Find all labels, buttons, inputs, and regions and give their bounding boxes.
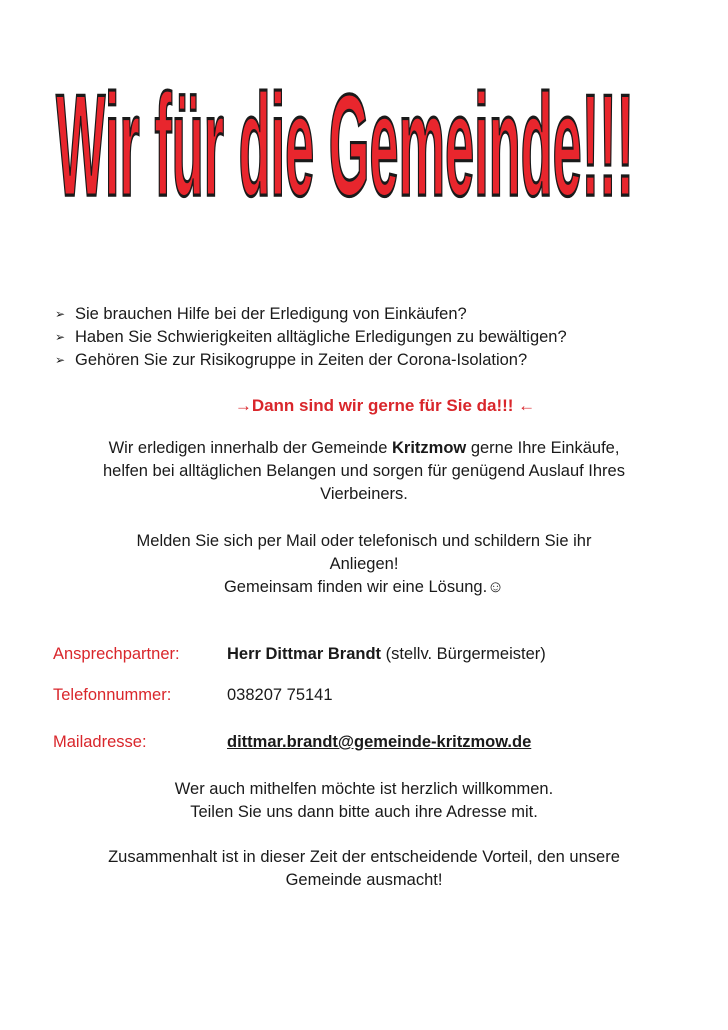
contact-person-row — [53, 645, 546, 664]
contact-person-name: Herr Dittmar Brandt — [227, 645, 382, 663]
question-list — [55, 303, 567, 372]
contact-person-role: (stellv. Bürgermeister) — [381, 645, 546, 663]
arrow-bullet-icon: ➢ — [55, 353, 66, 367]
helpers-paragraph: Wer auch mithelfen möchte ist herzlich willkommen. Teilen Sie uns dann bitte auch ihre Adresse mit. — [174, 780, 554, 821]
headline-title: Wir für die Gemeinde!!! — [56, 64, 635, 227]
phone-number: 038207 75141 — [227, 686, 333, 704]
question-item: ➢ Haben Sie Schwierigkeiten alltägliche Erledigungen zu bewältigen? — [55, 326, 567, 349]
mail-label: Mailadresse: — [53, 733, 147, 751]
phone-label: Telefonnummer: — [53, 686, 172, 704]
intro-paragraph: Wir erledigen innerhalb der Gemeinde Kritzmow gerne Ihre Einkäufe, helfen bei alltäglichen Belangen und sorgen für genügend Auslauf Ihres Vierbeiners. — [103, 439, 625, 503]
callout-text: →Dann sind wir gerne für Sie da!!! ← — [234, 396, 536, 415]
closing-paragraph: Zusammenhalt ist in dieser Zeit der entscheidende Vorteil, den unsere Gemeinde ausmacht! — [108, 848, 620, 889]
question-item: ➢ Gehören Sie zur Risikogruppe in Zeiten der Corona-Isolation? — [55, 349, 567, 372]
headline-wordart — [0, 0, 728, 240]
arrow-bullet-icon: ➢ — [55, 307, 66, 321]
town-name: Kritzmow — [391, 439, 467, 457]
mail-row — [53, 733, 531, 752]
mail-link[interactable]: dittmar.brandt@gemeinde-kritzmow.de — [227, 733, 532, 751]
contact-person-label: Ansprechpartner: — [53, 645, 180, 663]
arrow-bullet-icon: ➢ — [55, 330, 66, 344]
contact-request-paragraph: Melden Sie sich per Mail oder telefonisch und schildern Sie ihr Anliegen! Gemeinsam finden wir eine Lösung.☺ — [136, 532, 592, 596]
phone-row — [53, 686, 333, 705]
question-item: ➢ Sie brauchen Hilfe bei der Erledigung von Einkäufen? — [55, 303, 567, 326]
